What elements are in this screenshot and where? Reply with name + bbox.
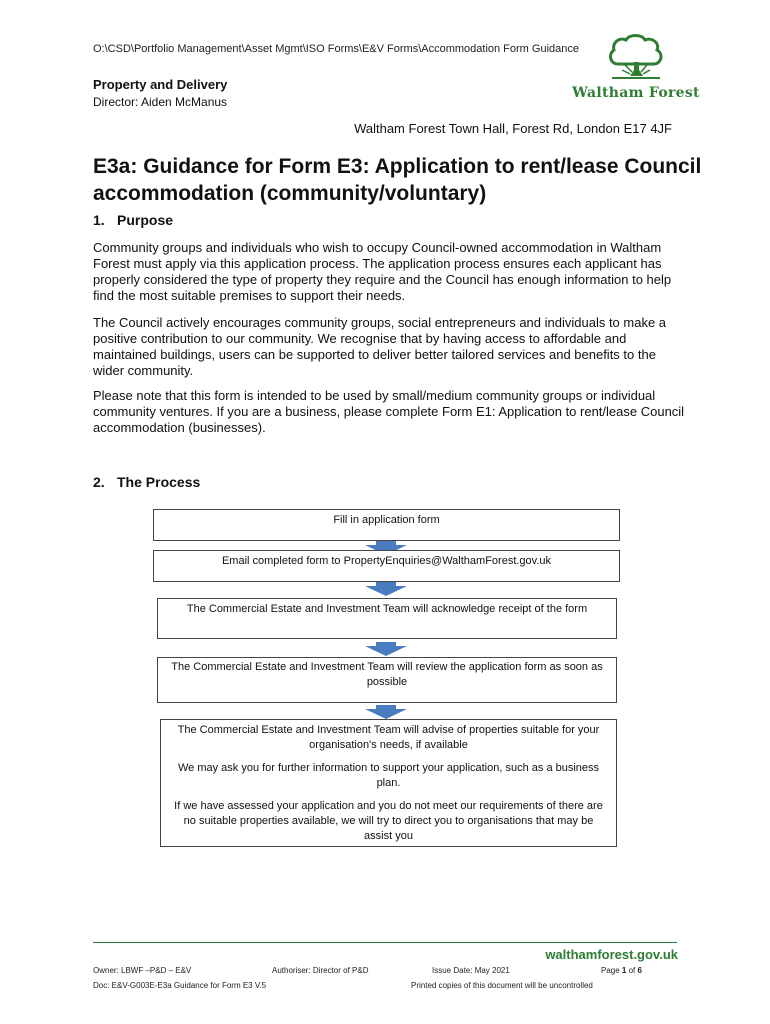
- footer-page-number: [601, 966, 642, 975]
- step-text: We may ask you for further information to support your application, such as a business plan.: [177, 762, 600, 789]
- footer-website: walthamforest.gov.uk: [545, 947, 678, 962]
- step-text: The Commercial Estate and Investment Team will acknowledge receipt of the form: [186, 603, 588, 615]
- page-of: of: [628, 966, 636, 975]
- file-path: O:\CSD\Portfolio Management\Asset Mgmt\ISO Forms\E&V Forms\Accommodation Form Guidance: [93, 43, 579, 55]
- section-number: 2.: [93, 474, 105, 490]
- step-text: The Commercial Estate and Investment Team will review the application form as soon as possible: [171, 661, 603, 688]
- process-step-1: [153, 509, 620, 541]
- logo-text: Waltham Forest: [572, 85, 700, 101]
- purpose-paragraph-1: Community groups and individuals who wish to occupy Council-owned accommodation in Waltham Forest must apply via this application process. The application process ensures each applicant has properly considered the type of property they require and the Council has enough information to help find the most suitable premises to support their needs.: [93, 240, 672, 303]
- page-total: 6: [637, 966, 642, 975]
- section-heading-purpose: [93, 212, 173, 228]
- department-name: Property and Delivery: [93, 77, 228, 92]
- process-step-2: [153, 550, 620, 582]
- tree-icon: [608, 34, 664, 84]
- section-title: The Process: [117, 474, 201, 490]
- step-text: The Commercial Estate and Investment Team will advise of properties suitable for your organisation's needs, if available: [177, 724, 600, 751]
- process-step-4: [157, 657, 617, 703]
- footer-doc-ref: Doc: E&V-G003E-E3a Guidance for Form E3 V.5: [93, 981, 267, 990]
- process-step-5: [160, 719, 617, 847]
- footer-divider: [93, 942, 677, 943]
- document-title: E3a: Guidance for Form E3: Application to rent/lease Council accommodation (community/voluntary): [93, 155, 702, 205]
- footer-owner: Owner: LBWF –P&D – E&V: [93, 966, 192, 975]
- down-arrow-icon: [365, 642, 407, 656]
- purpose-paragraph-2: The Council actively encourages community groups, social entrepreneurs and individuals to make a positive contribution to our community. We recognise that by having access to affordable and maintained buildings, users can be supported to deliver better tailored services and benefits to the wider community.: [93, 315, 667, 378]
- page-label: Page: [601, 966, 620, 975]
- page-current: 1: [621, 966, 627, 975]
- purpose-paragraph-3: Please note that this form is intended to be used by small/medium community groups or individual community ventures. If you are a business, please complete Form E1: Application to rent/lease Council accommodation (businesses).: [93, 388, 685, 435]
- footer-uncontrolled-note: Printed copies of this document will be uncontrolled: [411, 981, 593, 990]
- step-text: If we have assessed your application and you do not meet our requirements of there are no suitable properties available, we will try to direct you to organisations that may be assist you: [174, 800, 603, 842]
- section-heading-process: [93, 474, 200, 490]
- down-arrow-icon: [365, 705, 407, 719]
- down-arrow-icon: [365, 582, 407, 596]
- council-logo: [568, 34, 704, 106]
- step-text: Fill in application form: [333, 514, 440, 526]
- director-name: Director: Aiden McManus: [93, 95, 228, 109]
- footer-issue-date: Issue Date: May 2021: [432, 966, 510, 975]
- section-number: 1.: [93, 212, 105, 228]
- section-title: Purpose: [117, 212, 174, 228]
- address: Waltham Forest Town Hall, Forest Rd, London E17 4JF: [354, 121, 672, 136]
- footer-authoriser: Authoriser: Director of P&D: [272, 966, 369, 975]
- step-text: Email completed form to PropertyEnquiries@WalthamForest.gov.uk: [221, 555, 552, 567]
- process-step-3: [157, 598, 617, 639]
